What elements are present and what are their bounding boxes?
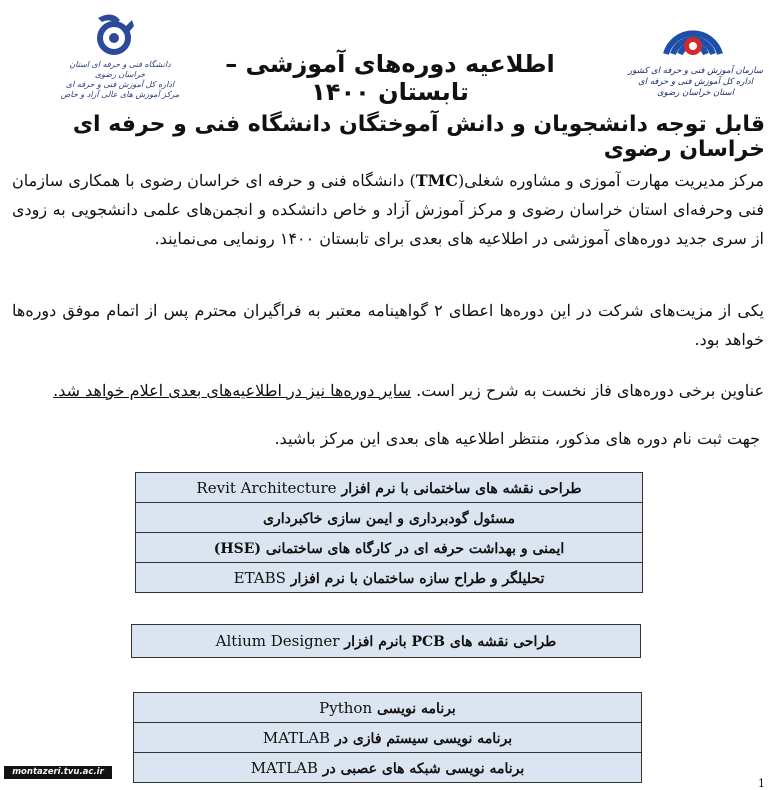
university-emblem-icon [88,10,138,60]
table-row: مسئول گودبرداری و ایمن سازی خاکبرداری [136,503,643,533]
table-row: طراحی نقشه های PCB بانرم افزار Altium Designer [132,625,641,658]
table-row: طراحی نقشه های ساختمانی با نرم افزار Revit Architecture [136,473,643,503]
intro-paragraph: مرکز مدیریت مهارت آموزی و مشاوره شغلی(TMC) دانشگاه فنی و حرفه ای خراسان رضوی با همکاری سازمان فنی وحرفه‌ای استان خراسان رضوی و مرکز آموزش آزاد و خاص دانشکده و انجمن‌های علمی دانشجویی به زودی از سری جدید دوره‌های آموزشی در اطلاعیه های بعدی برای تابستان ۱۴۰۰ رونمایی می‌نمایند. [12,171,765,248]
page-title: اطلاعیه دوره‌های آموزشی – تابستان ۱۴۰۰ [225,50,555,106]
page-number: 1 [758,777,765,790]
tmc-abbreviation: TMC [415,171,459,190]
civil-courses-table [135,472,643,593]
left-logo-caption: دانشگاه فنی و حرفه ای استان خراسان رضوی اداره کل آموزش فنی و حرفه ای مرکز آموزش های عالی آزاد و خاص [60,60,180,99]
page-subtitle: قابل توجه دانشجویان و دانش آموختگان دانشگاه فنی و حرفه ای خراسان رضوی [72,112,765,162]
course-list-intro: عناوین برخی دوره‌های فاز نخست به شرح زیر است. سایر دوره‌ها نیز در اطلاعیه‌های بعدی اعلام خواهد شد. [53,381,764,400]
table-row: تحلیلگر و طراح سازه ساختمان با نرم افزار ETABS [136,563,643,593]
table-row: برنامه نویسی شبکه های عصبی در MATLAB [134,753,642,783]
programming-courses-table [133,692,642,783]
registration-note: جهت ثبت نام دوره های مذکور، منتظر اطلاعیه های بعدی این مرکز باشید. [274,429,760,448]
electronics-courses-table [131,624,641,658]
tvto-logo [628,8,763,103]
benefit-paragraph: یکی از مزیت‌های شرکت در این دوره‌ها اعطای ۲ گواهینامه معتبر به فراگیران محترم پس از اتمام موفق دوره‌ها خواهد بود. [12,301,764,349]
table-row: برنامه نویسی Python [134,693,642,723]
right-logo-caption: سازمان آموزش فنی و حرفه ای کشور اداره کل آموزش فنی و حرفه ای استان خراسان رضوی [628,66,763,98]
university-logo [60,8,180,103]
table-row: ایمنی و بهداشت حرفه ای در کارگاه های ساختمانی (HSE) [136,533,643,563]
site-watermark: montazeri.tvu.ac.ir [4,766,112,779]
tvto-emblem-icon [658,10,728,65]
later-announcement-note: سایر دوره‌ها نیز در اطلاعیه‌های بعدی اعلام خواهد شد. [53,381,412,400]
table-row: برنامه نویسی سیستم فازی در MATLAB [134,723,642,753]
